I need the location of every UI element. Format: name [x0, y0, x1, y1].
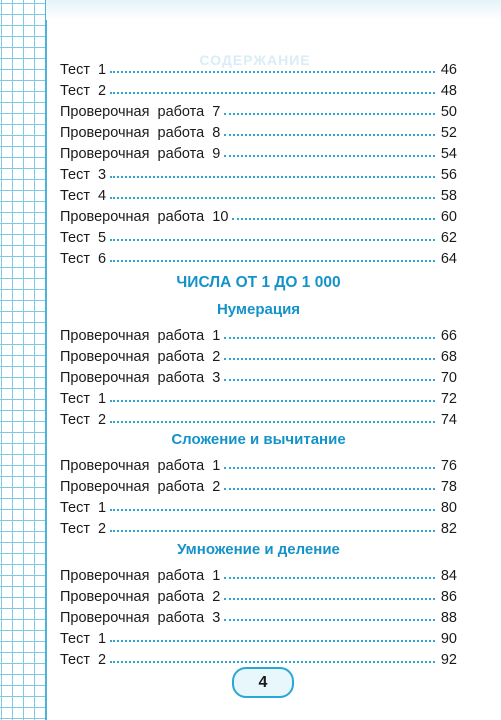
dot-leader [232, 217, 435, 220]
toc-entry[interactable] [60, 452, 457, 474]
toc-entry[interactable] [60, 583, 457, 605]
section-heading-multiplication: Умножение и деление [177, 541, 340, 558]
toc-entry-title: Проверочная работа 1 [60, 458, 221, 474]
toc-entry[interactable] [60, 182, 457, 204]
toc-entry-page: 78 [440, 479, 457, 495]
toc-entry-title: Проверочная работа 3 [60, 370, 221, 386]
toc-entry[interactable] [60, 203, 457, 225]
toc-entry-page: 76 [440, 458, 457, 474]
toc-entry-page: 68 [440, 349, 457, 365]
toc-entry-title: Тест 6 [60, 251, 107, 267]
toc-entry-page: 86 [440, 589, 457, 605]
toc-entry-title: Проверочная работа 10 [60, 209, 229, 225]
toc-entry-title: Проверочная работа 9 [60, 146, 221, 162]
toc-entry-title: Проверочная работа 1 [60, 328, 221, 344]
page-number: 4 [258, 673, 268, 691]
section-heading-addition: Сложение и вычитание [171, 431, 346, 448]
dot-leader [224, 487, 435, 490]
toc-entry[interactable] [60, 343, 457, 365]
dot-leader [224, 357, 435, 360]
toc-entry[interactable] [60, 364, 457, 386]
toc-entry-page: 60 [440, 209, 457, 225]
toc-entry-page: 82 [440, 521, 457, 537]
dot-leader [110, 70, 435, 73]
toc-entry-page: 74 [440, 412, 457, 428]
toc-entry-page: 72 [440, 391, 457, 407]
dot-leader [110, 91, 435, 94]
dot-leader [224, 576, 435, 579]
toc-entry-page: 90 [440, 631, 457, 647]
toc-entry-page: 52 [440, 125, 457, 141]
toc-entry-page: 64 [440, 251, 457, 267]
dot-leader [110, 238, 435, 241]
toc-entry-page: 48 [440, 83, 457, 99]
dot-leader [224, 466, 435, 469]
section-heading-numeration: Нумерация [216, 301, 301, 318]
toc-entry[interactable] [60, 98, 457, 120]
toc-entry-page: 88 [440, 610, 457, 626]
dot-leader [110, 508, 435, 511]
toc-entry-page: 84 [440, 568, 457, 584]
toc-entry-title: Тест 2 [60, 83, 107, 99]
toc-entry-title: Тест 2 [60, 521, 107, 537]
toc-entry[interactable] [60, 406, 457, 428]
toc-entry-title: Проверочная работа 2 [60, 589, 221, 605]
toc-entry[interactable] [60, 385, 457, 407]
graph-paper-margin [0, 0, 46, 720]
chapter-title: ЧИСЛА ОТ 1 ДО 1 000 [176, 274, 341, 291]
toc-entry-title: Тест 1 [60, 631, 107, 647]
toc-entry[interactable] [60, 77, 457, 99]
toc-entry[interactable] [60, 161, 457, 183]
toc-entry-title: Тест 5 [60, 230, 107, 246]
toc-entry[interactable] [60, 140, 457, 162]
toc-entry-title: Проверочная работа 8 [60, 125, 221, 141]
toc-entry-title: Проверочная работа 1 [60, 568, 221, 584]
toc-entry-page: 46 [440, 62, 457, 78]
toc-entry[interactable] [60, 646, 457, 668]
toc-entry[interactable] [60, 494, 457, 516]
dot-leader [224, 133, 435, 136]
toc-entry-page: 56 [440, 167, 457, 183]
dot-leader [224, 378, 435, 381]
toc-entry-page: 62 [440, 230, 457, 246]
toc-entry[interactable] [60, 245, 457, 267]
toc-entry[interactable] [60, 224, 457, 246]
dot-leader [110, 196, 435, 199]
dot-leader [110, 639, 435, 642]
toc-entry[interactable] [60, 56, 457, 78]
toc-entry-page: 54 [440, 146, 457, 162]
toc-entry-page: 70 [440, 370, 457, 386]
toc-entry-title: Проверочная работа 7 [60, 104, 221, 120]
toc-entry-page: 80 [440, 500, 457, 516]
dot-leader [110, 259, 435, 262]
toc-entry-title: Проверочная работа 3 [60, 610, 221, 626]
dot-leader [224, 336, 435, 339]
toc-entry-page: 66 [440, 328, 457, 344]
dot-leader [110, 660, 435, 663]
toc-entry-title: Проверочная работа 2 [60, 349, 221, 365]
toc-entry[interactable] [60, 604, 457, 626]
toc-entry[interactable] [60, 119, 457, 141]
toc-entry-page: 58 [440, 188, 457, 204]
toc-entry-page: 92 [440, 652, 457, 668]
toc-entry-title: Тест 1 [60, 391, 107, 407]
toc-entry-page: 50 [440, 104, 457, 120]
dot-leader [110, 529, 435, 532]
dot-leader [224, 597, 435, 600]
dot-leader [110, 420, 435, 423]
toc-entry[interactable] [60, 515, 457, 537]
toc-entry[interactable] [60, 625, 457, 647]
top-header-band [46, 0, 501, 20]
dot-leader [110, 399, 435, 402]
toc-entry-title: Проверочная работа 2 [60, 479, 221, 495]
page-number-badge [232, 667, 294, 698]
toc-entry[interactable] [60, 473, 457, 495]
dot-leader [224, 112, 435, 115]
toc-entry-title: Тест 1 [60, 62, 107, 78]
faded-contents-heading: СОДЕРЖАНИЕ [199, 52, 311, 68]
dot-leader [224, 618, 435, 621]
dot-leader [110, 175, 435, 178]
toc-entry[interactable] [60, 322, 457, 344]
toc-entry-title: Тест 3 [60, 167, 107, 183]
toc-entry-title: Тест 1 [60, 500, 107, 516]
toc-entry-title: Тест 4 [60, 188, 107, 204]
toc-entry[interactable] [60, 562, 457, 584]
toc-entry-title: Тест 2 [60, 412, 107, 428]
toc-entry-title: Тест 2 [60, 652, 107, 668]
margin-edge-line [45, 0, 47, 720]
dot-leader [224, 154, 435, 157]
